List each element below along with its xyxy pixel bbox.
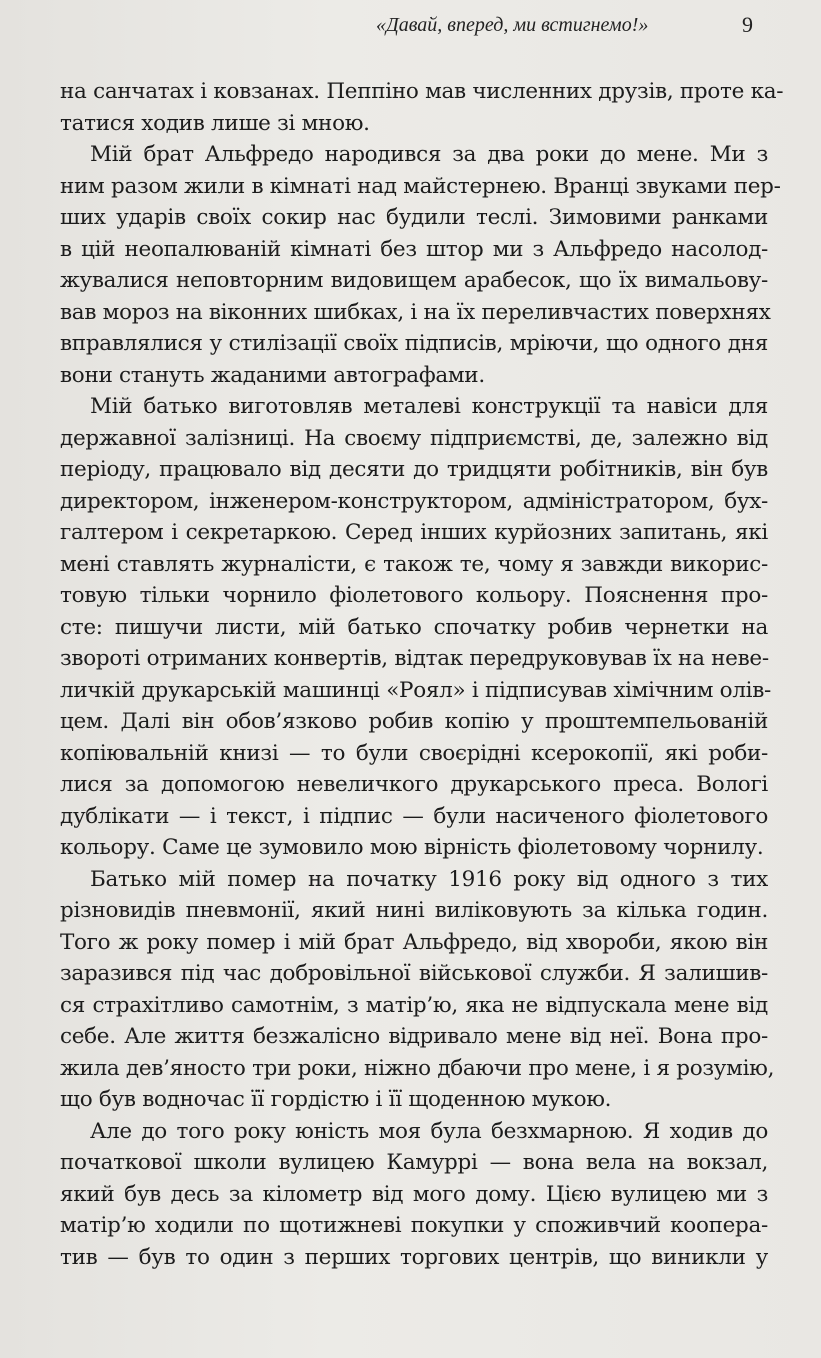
text-line: ся страхітливо самотнім, з матір’ю, яка не відпускала мене від [60,992,768,1018]
text-line: жила дев’яносто три роки, ніжно дбаючи про мене, і я розумію, [60,1055,775,1081]
text-line: цем. Далі він обов’язково робив копію у проштемпельованій [60,709,768,734]
text-line: різновидів пневмонії, який нині виліковують за кілька годин. [60,898,768,923]
paragraph-first-line: Мій батько виготовляв металеві конструкції та навіси для [90,394,768,419]
text-line: Того ж року помер і мій брат Альфредо, від хвороби, якою він [60,929,768,955]
text-line: ших ударів своїх сокир нас будили теслі. Зимовими ранками [60,205,768,230]
text-line: вправлялися у стилізації своїх підписів, мріючи, що одного дня [60,331,768,356]
text-line: тив — був то один з перших торгових центрів, що виникли у [60,1244,768,1270]
running-title: «Давай, вперед, ми встигнемо!» [376,14,649,36]
text-line: заразився під час добровільної військової служби. Я залишив- [60,961,768,986]
page-number: 9 [742,12,753,37]
text-line: що був водночас її гордістю і її щоденною мукою. [60,1087,612,1112]
text-line: директором, інженером-конструктором, адміністратором, бух- [60,488,768,514]
text-line: кольору. Саме це зумовило мою вірність фіолетовому чорнилу. [60,835,764,860]
text-line: матір’ю ходили по щотижневі покупки у споживчий коопера- [60,1213,768,1238]
text-line: на санчатах і ковзанах. Пеппіно мав численних друзів, проте ка- [60,79,784,104]
paragraph-first-line: Але до того року юність моя була безхмарною. Я ходив до [90,1118,768,1144]
text-line: ним разом жили в кімнаті над майстернею. Вранці звуками пер- [60,173,781,199]
text-line: лися за допомогою невеличкого друкарського преса. Вологі [60,772,768,797]
text-line: татися ходив лише зі мною. [60,110,370,136]
paragraph-first-line: Мій брат Альфредо народився за два роки до мене. Ми з [90,142,768,167]
text-line: себе. Але життя безжалісно відривало мене від неї. Вона про- [60,1024,768,1049]
text-line: в цій неопалюваній кімнаті без штор ми з Альфредо насолод- [60,236,768,262]
text-line: вав мороз на віконних шибках, і на їх переливчастих поверхнях [60,299,771,325]
text-line: жувалися неповторним видовищем арабесок, що їх вимальову- [60,268,768,293]
text-line: дублікати — і текст, і підпис — були насиченого фіолетового [60,803,768,829]
text-line: мені ставлять журналісти, є також те, чому я завжди викорис- [60,551,768,577]
text-line: періоду, працювало від десяти до тридцяти робітників, він був [60,457,768,482]
text-line: галтером і секретаркою. Серед інших курйозних запитань, які [60,520,768,545]
body-text [60,76,784,1273]
text-line: личкій друкарській машинці «Роял» і підписував хімічним олів- [60,677,772,703]
text-line: початкової школи вулицею Камуррі — вона вела на вокзал, [60,1150,768,1175]
text-line: сте: пишучи листи, мій батько спочатку робив чернетки на [60,614,768,640]
text-line: вони стануть жаданими автографами. [60,362,485,388]
paragraph-first-line: Батько мій помер на початку 1916 року від одного з тих [90,866,768,892]
text-line: копіювальній книзі — то були своєрідні ксерокопії, які роби- [60,740,768,766]
text-line: товую тільки чорнило фіолетового кольору. Пояснення про- [60,583,768,608]
text-line: звороті отриманих конвертів, відтак передруковував їх на неве- [60,646,769,671]
text-line: який був десь за кілометр від мого дому. Цією вулицею ми з [60,1181,768,1207]
text-line: державної залізниці. На своєму підприємстві, де, залежно від [60,425,768,451]
